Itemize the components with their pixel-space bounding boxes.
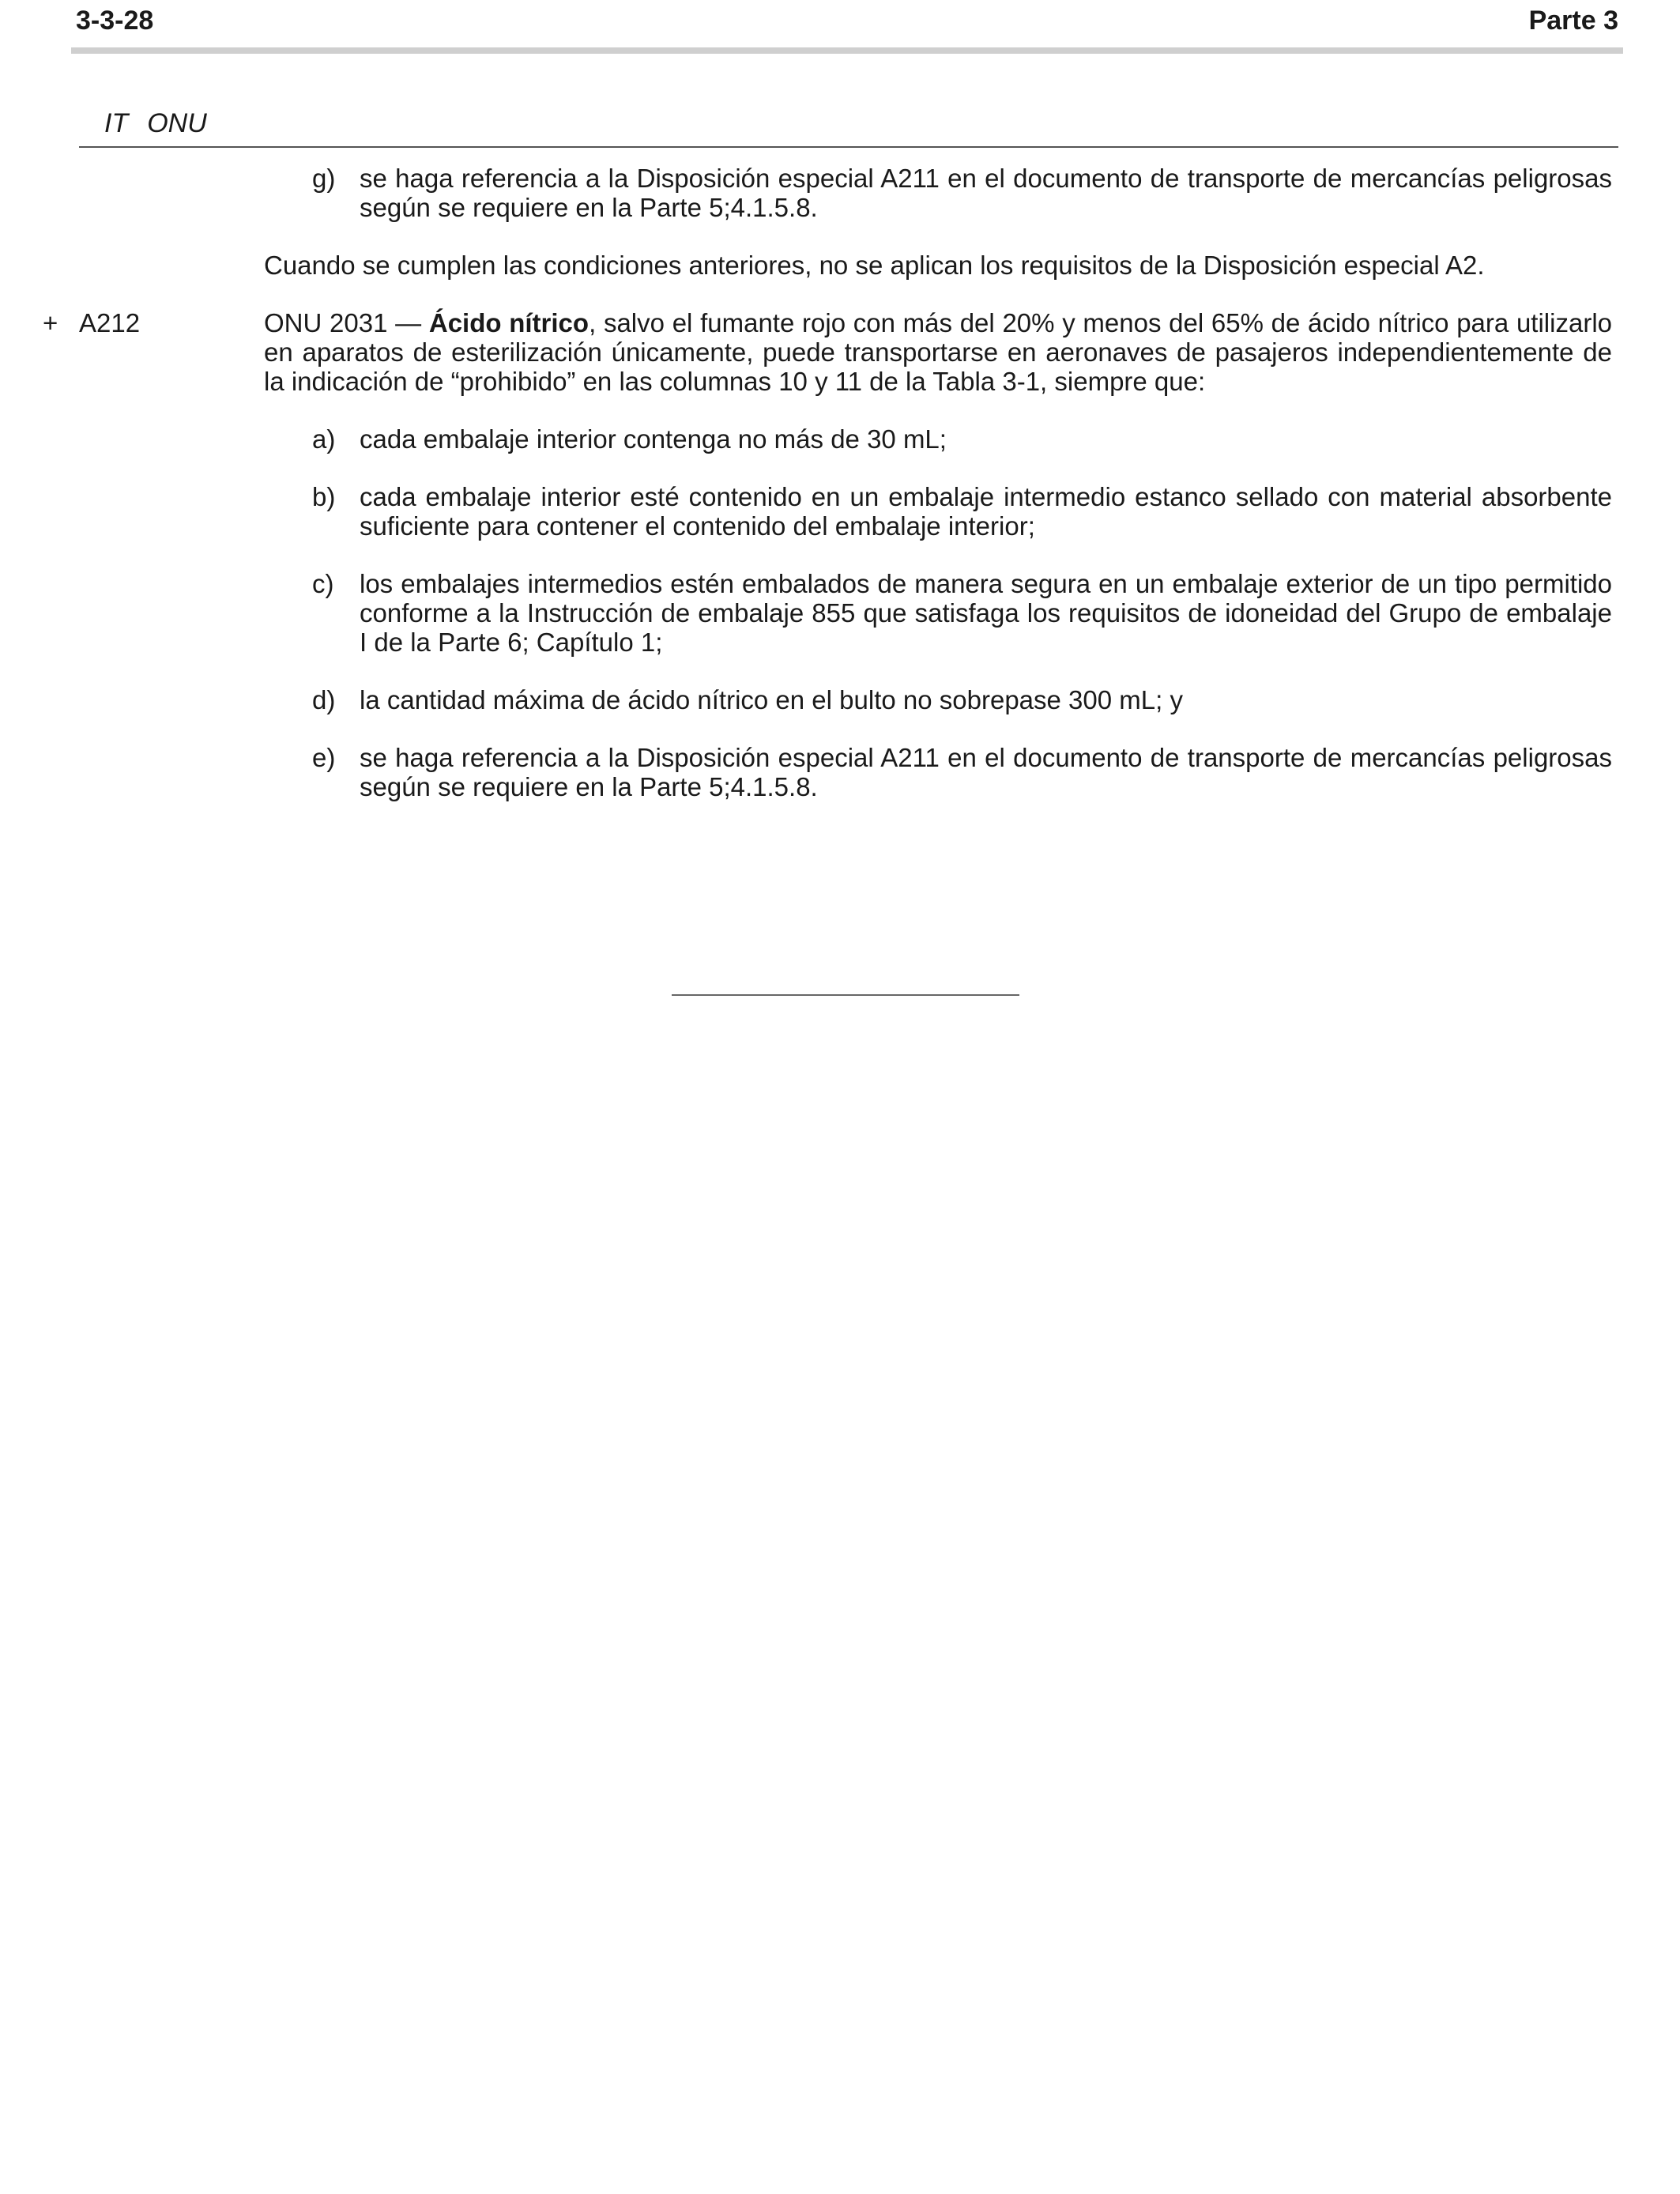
item-text: se haga referencia a la Disposición especial A211 en el documento de transporte de mercancías peligrosas según se requiere en la Parte 5;4.1.5.8. <box>360 164 1612 222</box>
spacer <box>0 280 1680 308</box>
item-letter: e) <box>312 743 336 772</box>
spacer <box>0 454 1680 482</box>
item-text: la cantidad máxima de ácido nítrico en el bulto no sobrepase 300 mL; y <box>360 685 1183 714</box>
provision-intro <box>264 308 1612 396</box>
end-of-section-rule <box>672 994 1019 996</box>
page-number: 3-3-28 <box>76 6 154 36</box>
spacer <box>0 714 1680 743</box>
provision-code: A212 <box>79 308 141 337</box>
item-letter: c) <box>312 569 334 598</box>
item-text: los embalajes intermedios estén embalados de manera segura en un embalaje exterior de un tipo permitido conforme a la Instrucción de embalaje 855 que satisfaga los requisitos de idoneidad del Grupo de embalaje I de la Parte 6; Capítulo 1; <box>360 569 1612 657</box>
part-label: Parte 3 <box>1528 6 1618 36</box>
item-letter: d) <box>312 685 336 714</box>
header-rule <box>71 47 1623 54</box>
subheader-right: ONU <box>147 108 207 138</box>
substance-name: Ácido nítrico <box>428 308 590 337</box>
list-item-a <box>312 424 1612 454</box>
page-content <box>0 164 1680 801</box>
intro-before: ONU 2031 — <box>264 308 429 337</box>
subheader-rule <box>79 146 1618 148</box>
provision-a212 <box>0 308 1680 396</box>
spacer <box>0 541 1680 569</box>
list-item-e <box>312 743 1612 801</box>
item-text: cada embalaje interior esté contenido en un embalaje intermedio estanco sellado con material absorbente suficiente para contener el contenido del embalaje interior; <box>360 482 1612 541</box>
intro-after: , salvo el fumante rojo con más del 20% y menos del 65% de ácido nítrico para utilizarlo en aparatos de esterilización únicamente, puede transportarse en aeronaves de pasajeros independientemente de la indicación de “prohibido” en las columnas 10 y 11 de la Tabla 3-1, siempre que: <box>264 308 1612 396</box>
item-letter: a) <box>312 424 336 454</box>
list-item-d <box>312 685 1612 714</box>
subheader <box>104 107 226 139</box>
item-letter: b) <box>312 482 336 511</box>
conclusion-paragraph: Cuando se cumplen las condiciones anteriores, no se aplican los requisitos de la Disposición especial A2. <box>264 251 1485 280</box>
list-item-c <box>312 569 1612 657</box>
spacer <box>0 657 1680 685</box>
subheader-left: IT <box>104 108 129 138</box>
spacer <box>0 396 1680 424</box>
revision-mark: + <box>43 308 58 337</box>
list-item-b <box>312 482 1612 541</box>
list-item-g <box>312 164 1612 222</box>
item-text: cada embalaje interior contenga no más de 30 mL; <box>360 424 947 454</box>
spacer <box>0 222 1680 251</box>
item-text: se haga referencia a la Disposición especial A211 en el documento de transporte de mercancías peligrosas según se requiere en la Parte 5;4.1.5.8. <box>360 743 1612 801</box>
item-letter: g) <box>312 164 336 193</box>
